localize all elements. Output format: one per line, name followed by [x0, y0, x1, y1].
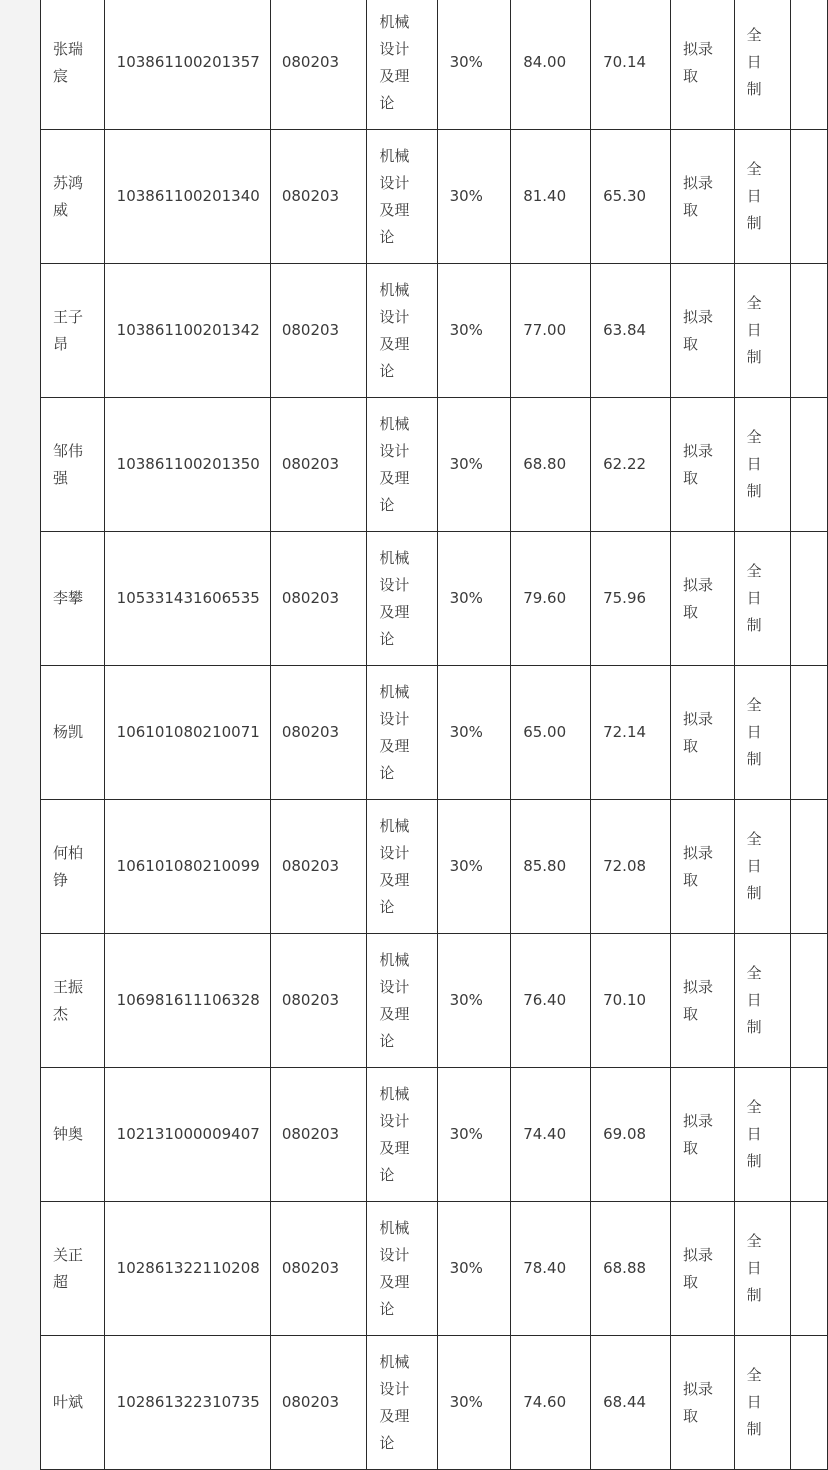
total-score: 68.88: [603, 1259, 647, 1277]
candidate-name-cell: [41, 130, 105, 264]
study-mode: 全日制: [746, 160, 762, 232]
weight-ratio: 30%: [449, 991, 483, 1009]
study-mode-cell: [734, 1068, 791, 1202]
admission-status-cell: [670, 934, 734, 1068]
major-code-cell: [270, 0, 367, 130]
total-score: 70.10: [603, 991, 647, 1009]
admission-status: 拟录取: [682, 441, 713, 487]
major-code-cell: [270, 532, 367, 666]
major-name: 机械设计及理论: [379, 548, 410, 648]
remark-cell: [791, 0, 828, 130]
retest-score: 65.00: [523, 723, 567, 741]
candidate-name-cell: [41, 1336, 105, 1470]
exam-number-cell: [104, 666, 270, 800]
admission-status-cell: [670, 264, 734, 398]
admission-status: 拟录取: [682, 39, 713, 85]
exam-number: 105331431606535: [116, 589, 260, 607]
study-mode-cell: [734, 130, 791, 264]
total-score-cell: [591, 0, 671, 130]
candidate-name-cell: [41, 1202, 105, 1336]
admission-table: [40, 0, 828, 1470]
remark-cell: [791, 934, 828, 1068]
candidate-name: 李攀: [53, 589, 84, 607]
remark-cell: [791, 532, 828, 666]
major-code: 080203: [281, 1125, 340, 1143]
total-score: 69.08: [603, 1125, 647, 1143]
major-name-cell: [367, 1068, 437, 1202]
major-name-cell: [367, 130, 437, 264]
table-row: [41, 1336, 828, 1470]
weight-ratio: 30%: [449, 321, 483, 339]
exam-number: 103861100201340: [116, 187, 260, 205]
retest-score-cell: [511, 264, 591, 398]
admission-status: 拟录取: [682, 1245, 713, 1291]
major-code: 080203: [281, 1259, 340, 1277]
retest-score: 84.00: [523, 53, 567, 71]
major-code-cell: [270, 1202, 367, 1336]
total-score-cell: [591, 1202, 671, 1336]
major-code: 080203: [281, 723, 340, 741]
retest-score-cell: [511, 398, 591, 532]
exam-number: 102861322310735: [116, 1393, 260, 1411]
major-code-cell: [270, 666, 367, 800]
remark-cell: [791, 1202, 828, 1336]
remark-cell: [791, 800, 828, 934]
weight-ratio-cell: [437, 0, 511, 130]
admission-status-cell: [670, 532, 734, 666]
candidate-name: 钟奥: [53, 1125, 84, 1143]
study-mode: 全日制: [746, 26, 762, 98]
major-code: 080203: [281, 589, 340, 607]
weight-ratio-cell: [437, 532, 511, 666]
table-row: [41, 264, 828, 398]
retest-score-cell: [511, 800, 591, 934]
exam-number: 106101080210099: [116, 857, 260, 875]
major-code: 080203: [281, 1393, 340, 1411]
table-row: [41, 800, 828, 934]
admission-status-cell: [670, 666, 734, 800]
total-score-cell: [591, 666, 671, 800]
weight-ratio: 30%: [449, 455, 483, 473]
remark-cell: [791, 1068, 828, 1202]
remark-cell: [791, 1336, 828, 1470]
weight-ratio: 30%: [449, 1393, 483, 1411]
major-code-cell: [270, 1068, 367, 1202]
major-code-cell: [270, 130, 367, 264]
study-mode-cell: [734, 0, 791, 130]
major-code: 080203: [281, 857, 340, 875]
retest-score-cell: [511, 130, 591, 264]
study-mode-cell: [734, 1202, 791, 1336]
exam-number-cell: [104, 1202, 270, 1336]
admission-status-cell: [670, 0, 734, 130]
candidate-name-cell: [41, 934, 105, 1068]
total-score-cell: [591, 532, 671, 666]
admission-status-cell: [670, 398, 734, 532]
weight-ratio: 30%: [449, 187, 483, 205]
major-code: 080203: [281, 321, 340, 339]
admission-status-cell: [670, 130, 734, 264]
admission-status: 拟录取: [682, 173, 713, 219]
exam-number: 102861322110208: [116, 1259, 260, 1277]
study-mode: 全日制: [746, 294, 762, 366]
retest-score-cell: [511, 1068, 591, 1202]
major-name: 机械设计及理论: [379, 280, 410, 380]
candidate-name-cell: [41, 264, 105, 398]
weight-ratio: 30%: [449, 1125, 483, 1143]
retest-score: 85.80: [523, 857, 567, 875]
exam-number-cell: [104, 264, 270, 398]
study-mode: 全日制: [746, 1232, 762, 1304]
candidate-name: 叶斌: [53, 1393, 84, 1411]
major-code-cell: [270, 800, 367, 934]
major-name: 机械设计及理论: [379, 12, 410, 112]
candidate-name-cell: [41, 532, 105, 666]
exam-number-cell: [104, 934, 270, 1068]
table-row: [41, 130, 828, 264]
major-name: 机械设计及理论: [379, 1352, 410, 1452]
admission-status-cell: [670, 1068, 734, 1202]
total-score-cell: [591, 800, 671, 934]
candidate-name-cell: [41, 398, 105, 532]
table-row: [41, 1202, 828, 1336]
major-code-cell: [270, 1336, 367, 1470]
exam-number-cell: [104, 0, 270, 130]
exam-number-cell: [104, 1068, 270, 1202]
table-row: [41, 398, 828, 532]
major-name: 机械设计及理论: [379, 682, 410, 782]
admission-status-cell: [670, 1336, 734, 1470]
study-mode-cell: [734, 398, 791, 532]
total-score: 65.30: [603, 187, 647, 205]
retest-score: 76.40: [523, 991, 567, 1009]
major-name-cell: [367, 800, 437, 934]
remark-cell: [791, 666, 828, 800]
study-mode: 全日制: [746, 1366, 762, 1438]
study-mode-cell: [734, 800, 791, 934]
retest-score: 81.40: [523, 187, 567, 205]
candidate-name: 王振杰: [53, 977, 84, 1023]
admission-table-body: [41, 0, 828, 1470]
exam-number-cell: [104, 532, 270, 666]
study-mode: 全日制: [746, 830, 762, 902]
remark-cell: [791, 398, 828, 532]
retest-score-cell: [511, 1336, 591, 1470]
candidate-name-cell: [41, 0, 105, 130]
retest-score-cell: [511, 1202, 591, 1336]
major-code-cell: [270, 934, 367, 1068]
weight-ratio: 30%: [449, 1259, 483, 1277]
major-name-cell: [367, 666, 437, 800]
study-mode-cell: [734, 532, 791, 666]
total-score: 62.22: [603, 455, 647, 473]
remark-cell: [791, 264, 828, 398]
candidate-name: 何柏铮: [53, 843, 84, 889]
weight-ratio-cell: [437, 666, 511, 800]
weight-ratio: 30%: [449, 589, 483, 607]
exam-number-cell: [104, 398, 270, 532]
table-row: [41, 1068, 828, 1202]
weight-ratio-cell: [437, 130, 511, 264]
major-name-cell: [367, 1202, 437, 1336]
table-row: [41, 666, 828, 800]
retest-score-cell: [511, 934, 591, 1068]
exam-number: 103861100201357: [116, 53, 260, 71]
retest-score: 74.40: [523, 1125, 567, 1143]
weight-ratio-cell: [437, 1202, 511, 1336]
total-score-cell: [591, 264, 671, 398]
candidate-name: 邹伟强: [53, 441, 84, 487]
total-score: 75.96: [603, 589, 647, 607]
total-score-cell: [591, 130, 671, 264]
retest-score-cell: [511, 666, 591, 800]
major-code: 080203: [281, 991, 340, 1009]
admission-status: 拟录取: [682, 709, 713, 755]
table-row: [41, 532, 828, 666]
admission-status-cell: [670, 1202, 734, 1336]
retest-score-cell: [511, 532, 591, 666]
major-name: 机械设计及理论: [379, 950, 410, 1050]
exam-number: 106981611106328: [116, 991, 260, 1009]
study-mode-cell: [734, 1336, 791, 1470]
total-score: 72.08: [603, 857, 647, 875]
major-code: 080203: [281, 455, 340, 473]
weight-ratio: 30%: [449, 723, 483, 741]
exam-number-cell: [104, 130, 270, 264]
total-score-cell: [591, 1068, 671, 1202]
admission-status-cell: [670, 800, 734, 934]
admission-status: 拟录取: [682, 1379, 713, 1425]
weight-ratio-cell: [437, 264, 511, 398]
major-name: 机械设计及理论: [379, 1218, 410, 1318]
study-mode: 全日制: [746, 696, 762, 768]
major-name-cell: [367, 0, 437, 130]
table-row: [41, 0, 828, 130]
retest-score: 78.40: [523, 1259, 567, 1277]
weight-ratio-cell: [437, 1068, 511, 1202]
remark-cell: [791, 130, 828, 264]
major-code: 080203: [281, 187, 340, 205]
major-name-cell: [367, 532, 437, 666]
major-name-cell: [367, 264, 437, 398]
total-score-cell: [591, 398, 671, 532]
total-score-cell: [591, 934, 671, 1068]
study-mode: 全日制: [746, 562, 762, 634]
candidate-name-cell: [41, 666, 105, 800]
exam-number: 106101080210071: [116, 723, 260, 741]
major-name-cell: [367, 1336, 437, 1470]
candidate-name-cell: [41, 800, 105, 934]
retest-score: 79.60: [523, 589, 567, 607]
major-code-cell: [270, 398, 367, 532]
major-name: 机械设计及理论: [379, 414, 410, 514]
exam-number-cell: [104, 800, 270, 934]
study-mode-cell: [734, 264, 791, 398]
weight-ratio-cell: [437, 1336, 511, 1470]
total-score: 70.14: [603, 53, 647, 71]
weight-ratio-cell: [437, 800, 511, 934]
admission-status: 拟录取: [682, 977, 713, 1023]
candidate-name: 张瑞宸: [53, 39, 84, 85]
major-code-cell: [270, 264, 367, 398]
exam-number: 103861100201342: [116, 321, 260, 339]
total-score: 68.44: [603, 1393, 647, 1411]
major-name: 机械设计及理论: [379, 146, 410, 246]
retest-score-cell: [511, 0, 591, 130]
admission-status: 拟录取: [682, 575, 713, 621]
retest-score: 74.60: [523, 1393, 567, 1411]
study-mode: 全日制: [746, 1098, 762, 1170]
weight-ratio: 30%: [449, 53, 483, 71]
candidate-name: 杨凯: [53, 723, 84, 741]
total-score-cell: [591, 1336, 671, 1470]
retest-score: 68.80: [523, 455, 567, 473]
major-name-cell: [367, 934, 437, 1068]
weight-ratio: 30%: [449, 857, 483, 875]
weight-ratio-cell: [437, 398, 511, 532]
total-score: 72.14: [603, 723, 647, 741]
study-mode-cell: [734, 666, 791, 800]
major-name-cell: [367, 398, 437, 532]
candidate-name: 王子昂: [53, 307, 84, 353]
study-mode: 全日制: [746, 964, 762, 1036]
weight-ratio-cell: [437, 934, 511, 1068]
exam-number-cell: [104, 1336, 270, 1470]
major-code: 080203: [281, 53, 340, 71]
candidate-name: 关正超: [53, 1245, 84, 1291]
total-score: 63.84: [603, 321, 647, 339]
exam-number: 103861100201350: [116, 455, 260, 473]
study-mode: 全日制: [746, 428, 762, 500]
admission-status: 拟录取: [682, 843, 713, 889]
exam-number: 102131000009407: [116, 1125, 260, 1143]
major-name: 机械设计及理论: [379, 1084, 410, 1184]
admission-status: 拟录取: [682, 1111, 713, 1157]
study-mode-cell: [734, 934, 791, 1068]
candidate-name-cell: [41, 1068, 105, 1202]
candidate-name: 苏鸿威: [53, 173, 84, 219]
admission-status: 拟录取: [682, 307, 713, 353]
table-row: [41, 934, 828, 1068]
major-name: 机械设计及理论: [379, 816, 410, 916]
retest-score: 77.00: [523, 321, 567, 339]
